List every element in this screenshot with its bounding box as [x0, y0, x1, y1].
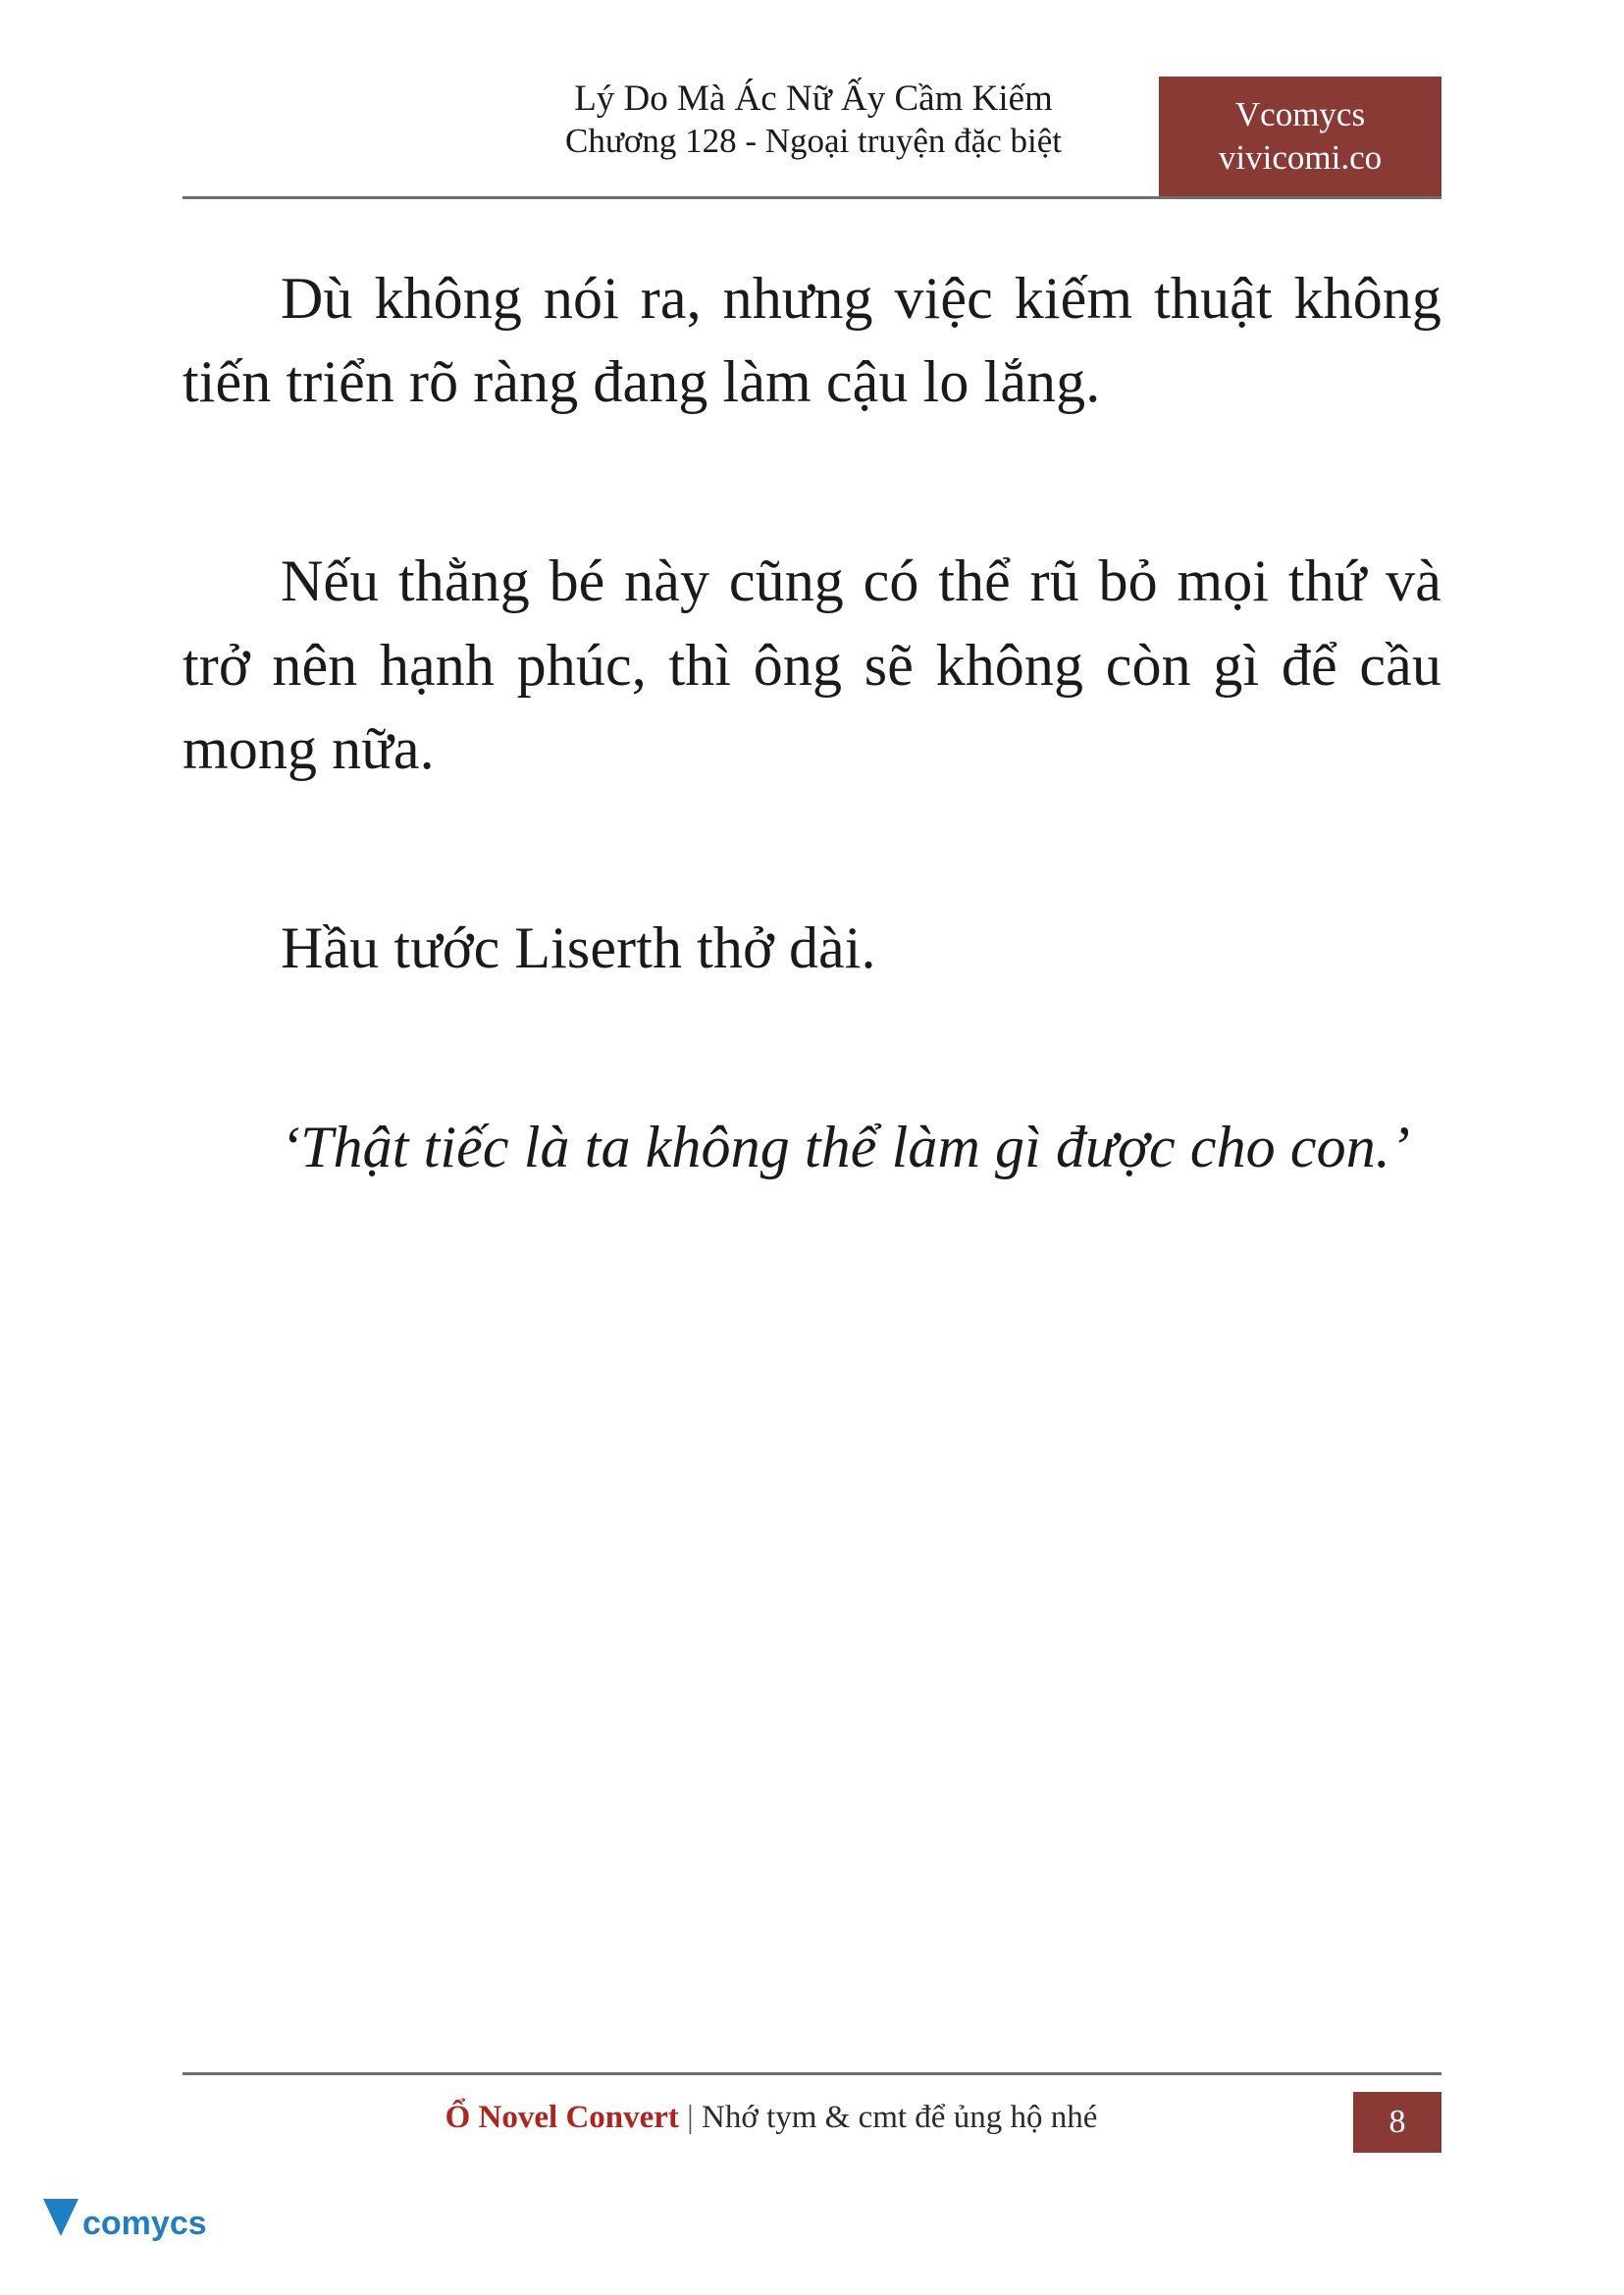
footer-message: Nhớ tym & cmt để ủng hộ nhé	[702, 2100, 1098, 2135]
header-divider	[183, 196, 1441, 199]
brand-url: vivicomi.co	[1218, 138, 1383, 177]
footer-site-label: Ổ Novel Convert	[445, 2100, 679, 2135]
page-number-badge: 8	[1353, 2092, 1441, 2153]
paragraph: Nếu thằng bé này cũng có thể rũ bỏ mọi thứ và trở nên hạnh phúc, thì ông sẽ không còn gì để cầu mong nữa.	[183, 548, 1441, 781]
watermark-logo	[39, 2191, 265, 2260]
paragraph: Hầu tước Liserth thở dài.	[281, 914, 876, 980]
footer-separator: |	[687, 2100, 694, 2135]
chapter-title: Chương 128 - Ngoại truyện đặc biệt	[565, 122, 1062, 161]
brand-badge[interactable]	[1159, 77, 1441, 196]
paragraph: Dù không nói ra, nhưng việc kiếm thuật không tiến triển rõ ràng đang làm cậu lo lắng.	[183, 266, 1441, 415]
page-footer	[183, 2072, 1441, 2151]
footer-credit	[183, 2100, 1360, 2136]
page-content	[183, 257, 1441, 1189]
page-header	[183, 77, 1441, 204]
header-title	[470, 77, 1157, 163]
footer-divider	[183, 2072, 1441, 2075]
novel-title: Lý Do Mà Ác Nữ Ấy Cầm Kiếm	[574, 78, 1053, 119]
brand-name: Vcomycs	[1234, 95, 1366, 134]
paragraph-quote: ‘Thật tiếc là ta không thể làm gì được cho con.’	[281, 1115, 1410, 1180]
svg-text:comycs: comycs	[82, 2205, 207, 2242]
